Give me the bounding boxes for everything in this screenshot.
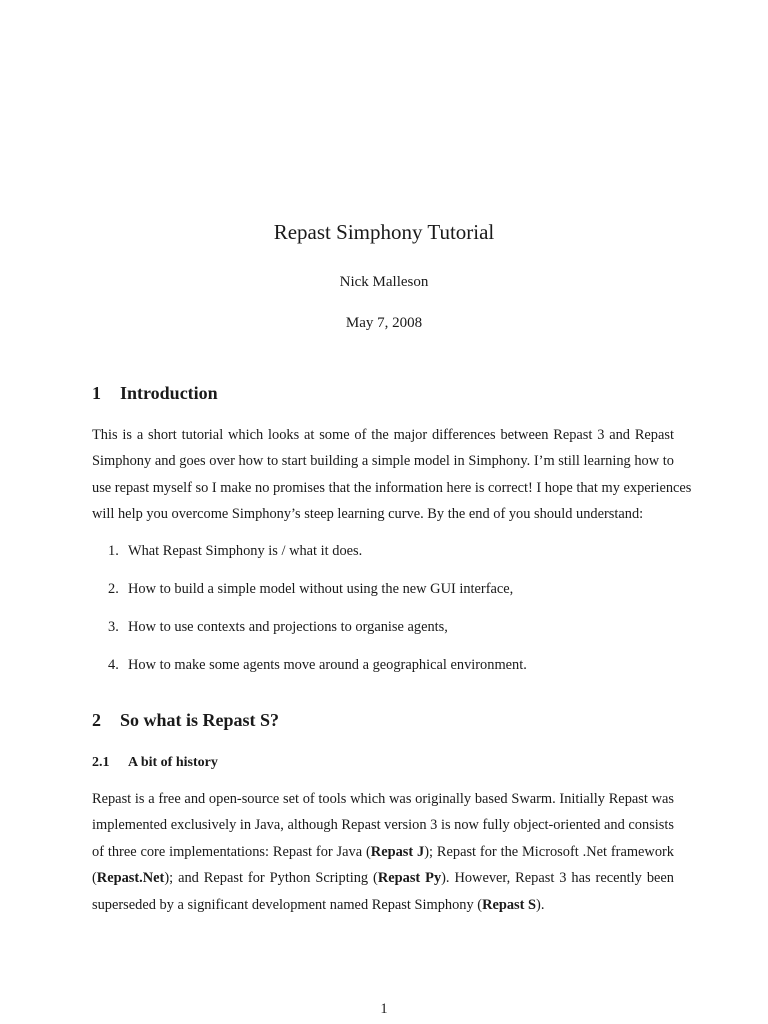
bold-term: Repast S — [482, 896, 537, 913]
list-item-number: 1. — [108, 543, 119, 559]
paragraph-line: use repast myself so I make no promises that the information here is correct! I hope that my experiences — [92, 479, 692, 496]
document-title: Repast Simphony Tutorial — [273, 220, 495, 244]
section-1-title: Introduction — [120, 383, 218, 403]
section-2-heading — [92, 708, 279, 732]
bold-term: Repast J — [370, 843, 425, 860]
list-item-number: 3. — [108, 619, 119, 635]
text-run: ); and Repast for Python Scripting ( — [164, 870, 378, 887]
document-author: Nick Malleson — [339, 274, 429, 290]
paragraph-line: This is a short tutorial which looks at some of the major differences between Repast 3 and Repast — [92, 427, 674, 443]
text-run: ( — [92, 870, 97, 887]
document-date: May 7, 2008 — [345, 315, 423, 331]
text-run: ); Repast for the Microsoft .Net framework — [424, 843, 674, 860]
list-item-number: 4. — [108, 657, 119, 673]
paragraph-line: Simphony and goes over how to start building a simple model in Simphony. I’m still learning how to — [92, 453, 674, 470]
text-run: of three core implementations: Repast for Java ( — [92, 843, 371, 860]
list-item — [108, 655, 527, 675]
paragraph-line — [92, 839, 674, 865]
paragraph-line: implemented exclusively in Java, although Repast version 3 is now fully object-oriented and consists — [92, 817, 674, 834]
paragraph-line: will help you overcome Simphony’s steep learning curve. By the end of you should understand: — [92, 506, 644, 523]
paragraph-line — [92, 865, 674, 891]
list-item — [108, 541, 362, 561]
list-item-text: How to make some agents move around a geographical environment. — [128, 657, 527, 673]
paragraph-line: Repast is a free and open-source set of tools which was originally based Swarm. Initially Repast was — [92, 791, 674, 807]
bold-term: Repast.Net — [96, 870, 165, 887]
introduction-paragraph — [92, 422, 692, 528]
paragraph-line — [92, 892, 674, 918]
subsection-2-1-title: A bit of history — [128, 755, 218, 770]
list-item-text: How to use contexts and projections to organise agents, — [128, 619, 448, 635]
page-number: 1 — [380, 1001, 388, 1017]
list-item-text: What Repast Simphony is / what it does. — [128, 543, 363, 559]
subsection-2-1-heading — [92, 753, 218, 773]
list-item — [108, 617, 448, 637]
section-1-number: 1 — [92, 383, 101, 403]
list-item-text: How to build a simple model without using the new GUI interface, — [128, 581, 514, 597]
bold-term: Repast Py — [377, 870, 442, 887]
section-2-number: 2 — [92, 710, 101, 730]
text-run: ). — [536, 896, 545, 913]
subsection-2-1-number: 2.1 — [92, 755, 110, 770]
section-1-heading — [92, 381, 218, 405]
list-item-number: 2. — [108, 581, 119, 597]
text-run: ). However, Repast 3 has recently been — [441, 870, 674, 887]
list-item — [108, 579, 513, 599]
section-2-title: So what is Repast S? — [120, 710, 280, 730]
history-paragraph — [92, 786, 674, 918]
text-run: superseded by a significant development named Repast Simphony ( — [92, 896, 483, 913]
